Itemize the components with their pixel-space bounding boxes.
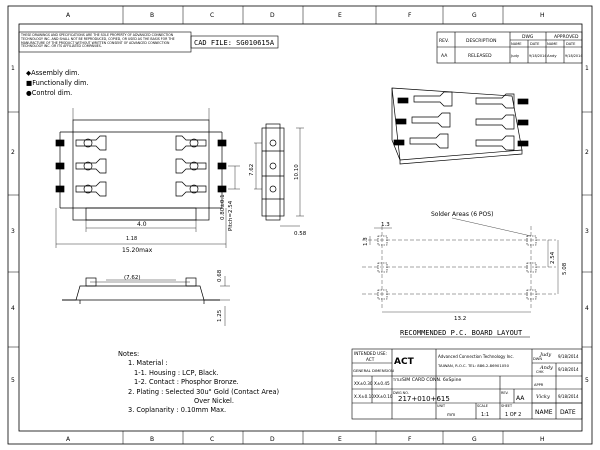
sheet-value: 1 OF 2 (505, 412, 522, 418)
col-label-f-bottom: F (408, 436, 412, 443)
top-view (56, 108, 226, 220)
note-2: 2. Plating : Selected 30u" Gold (Contact Area) (128, 387, 280, 396)
dim-1010: 10.10 (294, 164, 300, 180)
appr-signature: Vicky (536, 394, 550, 400)
row-label-4: 4 (11, 305, 15, 312)
notes (118, 350, 279, 416)
desc-value: RELEASED (468, 54, 492, 59)
col-label-a-bottom: A (66, 436, 71, 443)
company-logo: ACT (394, 357, 414, 367)
col-label-b-bottom: B (150, 436, 155, 443)
appr-date-value: 9/18/2014 (565, 54, 583, 58)
dim-762-side: 7.62 (249, 163, 255, 176)
dwg-name-value: Judy (511, 53, 520, 58)
outer-border (8, 6, 592, 444)
col-label-b: B (150, 12, 155, 19)
tol-xx: X.X±0.10 (354, 394, 374, 399)
row-label-2-right: 2 (585, 149, 589, 156)
dwg-date-header: DATE (530, 42, 540, 46)
dim-solder-13: 1.3 (381, 222, 390, 228)
dim-solder-13v: 1.3 (363, 237, 369, 246)
dim-125: 1.25 (217, 309, 223, 322)
chk-date: 9/18/2014 (558, 367, 579, 372)
sheet-label: SHEET (501, 404, 513, 408)
col-label-f: F (408, 12, 412, 19)
dwg-name-header: NAME (511, 42, 522, 46)
dwg-header: DWG (522, 35, 534, 40)
appr-name-header: NAME (547, 42, 558, 46)
front-view (62, 276, 230, 326)
scale-value: 1:1 (481, 412, 490, 418)
col-label-h-bottom: H (540, 436, 545, 443)
top-view-contacts (56, 136, 226, 196)
note-1-2: 1-2. Contact : Phosphor Bronze. (134, 378, 239, 387)
inner-border (19, 24, 582, 431)
tol-x: XX±0.30 (354, 381, 373, 386)
rev-value-title: AA (516, 395, 525, 402)
row-label-5: 5 (11, 377, 15, 384)
top-view-dims (56, 166, 240, 248)
disclaimer-text: THESE DRAWINGS AND SPECIFICATIONS ARE THE SOLE PROPERTY OF ADVANCED CONNECTION TECHNOLOGY INC. AND SHALL NOT BE REPRODUCED, COPIED, OR USED AS THE BASIS FOR THE MANUFACTURE OF THE PRODUCT WITHOUT WRITTEN CONSENT OF ADVANCED CONNECTION TECHNOLOGY INC. OR ITS AFFILIATED COMPANIES. (21, 33, 175, 49)
scale-label: SCALE (477, 404, 488, 408)
row-label-3-right: 3 (585, 228, 589, 235)
appr-label: APPR (534, 383, 544, 387)
solder-areas-label: Solder Areas (6 POS) (431, 211, 494, 218)
dim-068: 0.68 (217, 269, 223, 282)
col-label-c: C (210, 12, 215, 19)
border-labels (11, 12, 589, 443)
company-address: TAIWAN, R.O.C. TEL: 886-2-86901050 (438, 363, 510, 368)
drawing-title: SIM CARD CONN. 6xSpine (402, 378, 462, 383)
border-ticks (8, 6, 592, 444)
col-label-d-bottom: D (270, 436, 275, 443)
name-label: NAME (535, 409, 553, 416)
dim-overall-width: 15.20max (122, 247, 153, 254)
col-label-a: A (66, 12, 71, 19)
rev-value: AA (441, 54, 448, 59)
col-label-c-bottom: C (210, 436, 215, 443)
dwn-signature: Judy (540, 352, 552, 358)
legend (26, 68, 89, 99)
col-label-g-bottom: G (472, 436, 477, 443)
pcb-layout-caption: RECOMMENDED P.C. BOARD LAYOUT (400, 329, 523, 337)
dwn-label: DWN (533, 357, 543, 361)
rev-header: REV. (439, 39, 449, 44)
dim-solder-254: 2.54 (550, 251, 556, 264)
col-label-g: G (472, 12, 477, 19)
dim-058: 0.58 (294, 231, 307, 237)
col-label-d: D (270, 12, 275, 19)
dim-762-front: (7.62) (124, 275, 141, 281)
row-label-5-right: 5 (585, 377, 589, 384)
note-3: 3. Coplanarity : 0.10mm Max. (128, 406, 227, 415)
appr-name-value: Andy (547, 53, 557, 58)
col-label-e: E (338, 12, 342, 19)
row-label-3: 3 (11, 228, 15, 235)
dwg-no: 217+010+615 (398, 395, 450, 403)
dwn-date: 9/18/2014 (558, 354, 579, 359)
unit-value: mm (447, 412, 456, 417)
title-block-text (353, 351, 579, 418)
intended-use-value: ACT (366, 357, 375, 362)
chk-label: CHK (536, 370, 544, 374)
unit-label: UNIT (437, 404, 446, 408)
tol-ang: X±0.45 (374, 381, 390, 386)
date-label: DATE (560, 409, 576, 416)
desc-header: DESCRIPTION (466, 39, 497, 44)
dim-solder-132: 13.2 (454, 316, 467, 322)
col-label-e-bottom: E (338, 436, 342, 443)
isometric-view (392, 88, 528, 164)
row-label-4-right: 4 (585, 305, 589, 312)
general-dimension-label: GENERAL DIMENSION (353, 368, 394, 373)
dim-width-4: 4.0 (137, 221, 147, 228)
col-label-h: H (540, 12, 545, 19)
row-label-1-right: 1 (585, 65, 589, 72)
row-label-2: 2 (11, 149, 15, 156)
cad-file-label: CAD FILE: SG010615A (194, 39, 275, 47)
dim-pitch-small: 0.80±0.1 (220, 194, 226, 220)
dim-solder-508: 5.08 (562, 262, 568, 275)
legend-assembly: ◆Assembly dim. (26, 69, 80, 77)
note-2-cont: Over Nickel. (194, 397, 234, 406)
intended-use-label: INTENDED USE: (354, 351, 387, 356)
dwg-no-label: DWG NO. (393, 391, 409, 395)
row-label-1: 1 (11, 65, 15, 72)
appr-date: 9/18/2014 (558, 394, 579, 399)
company-name: Advanced Connection Technology Inc. (438, 354, 514, 359)
legend-functional: ■Functionally dim. (26, 79, 89, 88)
appr-date-header: DATE (566, 42, 576, 46)
rev-label: REV. (501, 391, 509, 395)
dwg-date-value: 9/18/2014 (529, 54, 547, 58)
dim-tol: 1.18 (126, 236, 138, 242)
dim-pitch: Pitch=2.54 (228, 200, 234, 231)
revision-text (439, 34, 582, 59)
approved-header: APPROVED (554, 35, 579, 40)
pcb-layout (362, 218, 558, 312)
note-1: 1. Material : (128, 359, 168, 368)
note-1-1: 1-1. Housing : LCP, Black. (134, 368, 219, 377)
notes-heading: Notes: (118, 350, 140, 358)
chk-signature: Andy (540, 365, 553, 371)
title-label: TITLE (393, 378, 403, 382)
tol-ang2: XX±0.10 (374, 394, 393, 399)
legend-control: ●Control dim. (26, 89, 73, 98)
